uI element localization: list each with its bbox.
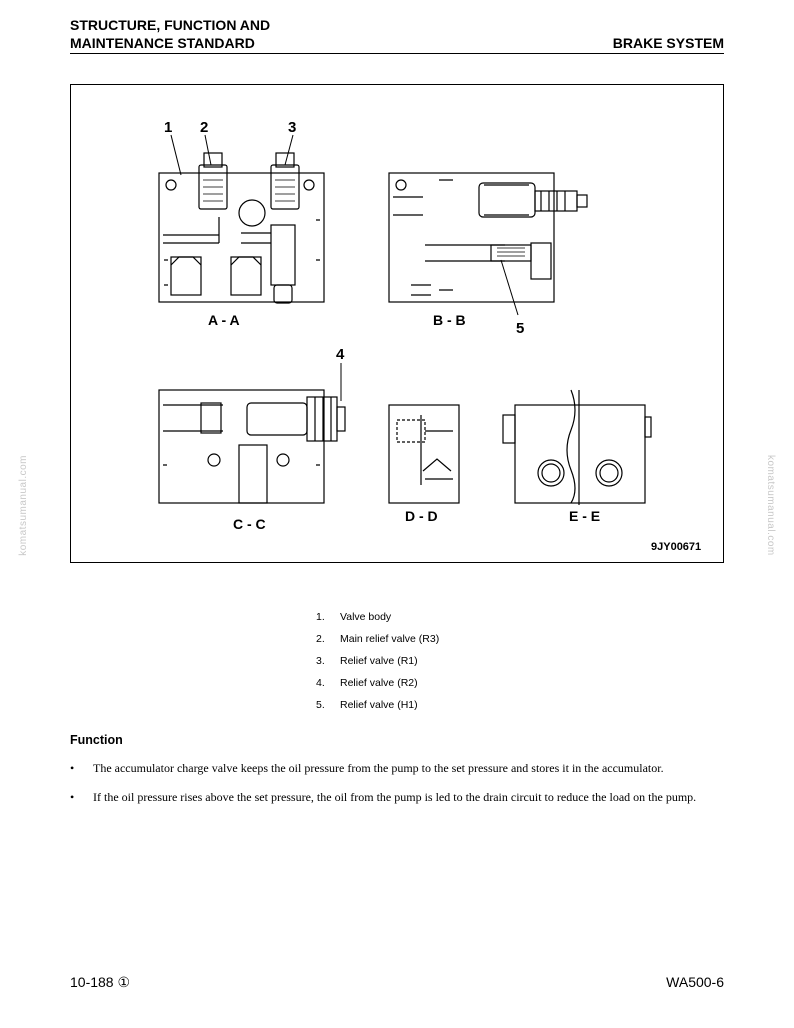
callout-4: 4 [336, 346, 345, 363]
view-c-c [159, 390, 345, 532]
function-heading: Function [70, 733, 123, 747]
legend-item: 4. Relief valve (R2) [316, 677, 418, 689]
bullet-marker: • [70, 790, 75, 804]
valve-body-b [389, 173, 554, 302]
callouts [164, 119, 524, 401]
leader-5 [501, 260, 518, 315]
function-bullet [70, 761, 725, 777]
valve-drawing-figure [70, 84, 724, 563]
legend-item: 2. Main relief valve (R3) [316, 633, 440, 645]
section-title-line1: STRUCTURE, FUNCTION AND [70, 17, 271, 33]
valve-body-c [159, 390, 324, 503]
model-number: WA500-6 [666, 974, 724, 990]
legend-item: 5. Relief valve (H1) [316, 699, 418, 711]
legend-item: 1. Valve body [316, 611, 392, 623]
legend-item: 3. Relief valve (R1) [316, 655, 418, 667]
callout-5: 5 [516, 320, 525, 337]
watermark-left: komatsumanual.com [18, 455, 29, 556]
figure-code: 9JY00671 [651, 541, 702, 553]
callout-2: 2 [200, 119, 209, 136]
callout-3: 3 [288, 119, 297, 136]
parts-legend [316, 610, 439, 720]
view-b-b [389, 173, 587, 328]
view-label-b-b: B - B [433, 312, 466, 328]
leader-3 [285, 135, 293, 165]
system-title: BRAKE SYSTEM [612, 35, 724, 51]
page-number: 10-188 ① [70, 974, 131, 990]
view-a-a [159, 153, 324, 328]
view-d-d [389, 405, 459, 524]
leader-2 [205, 135, 211, 165]
header-rule [70, 53, 724, 54]
view-e-e [503, 390, 651, 524]
view-label-e-e: E - E [569, 508, 601, 524]
bullet-text: The accumulator charge valve keeps the oil pressure from the pump to the set pressure and stores it in the accumulator. [93, 761, 664, 775]
view-label-d-d: D - D [405, 508, 438, 524]
function-bullet [70, 790, 725, 822]
valve-drawing [71, 85, 725, 564]
bullet-marker: • [70, 761, 75, 775]
view-label-c-c: C - C [233, 516, 266, 532]
watermark-right: komatsumanual.com [765, 455, 776, 556]
section-title-line2: MAINTENANCE STANDARD [70, 35, 255, 51]
section-title [70, 16, 270, 52]
valve-body-e [515, 405, 645, 503]
bullet-text: If the oil pressure rises above the set pressure, the oil from the pump is led to the drain circuit to reduce the load on the pump. [93, 790, 697, 804]
view-label-a-a: A - A [208, 312, 240, 328]
leader-1 [171, 135, 181, 175]
callout-1: 1 [164, 119, 173, 136]
